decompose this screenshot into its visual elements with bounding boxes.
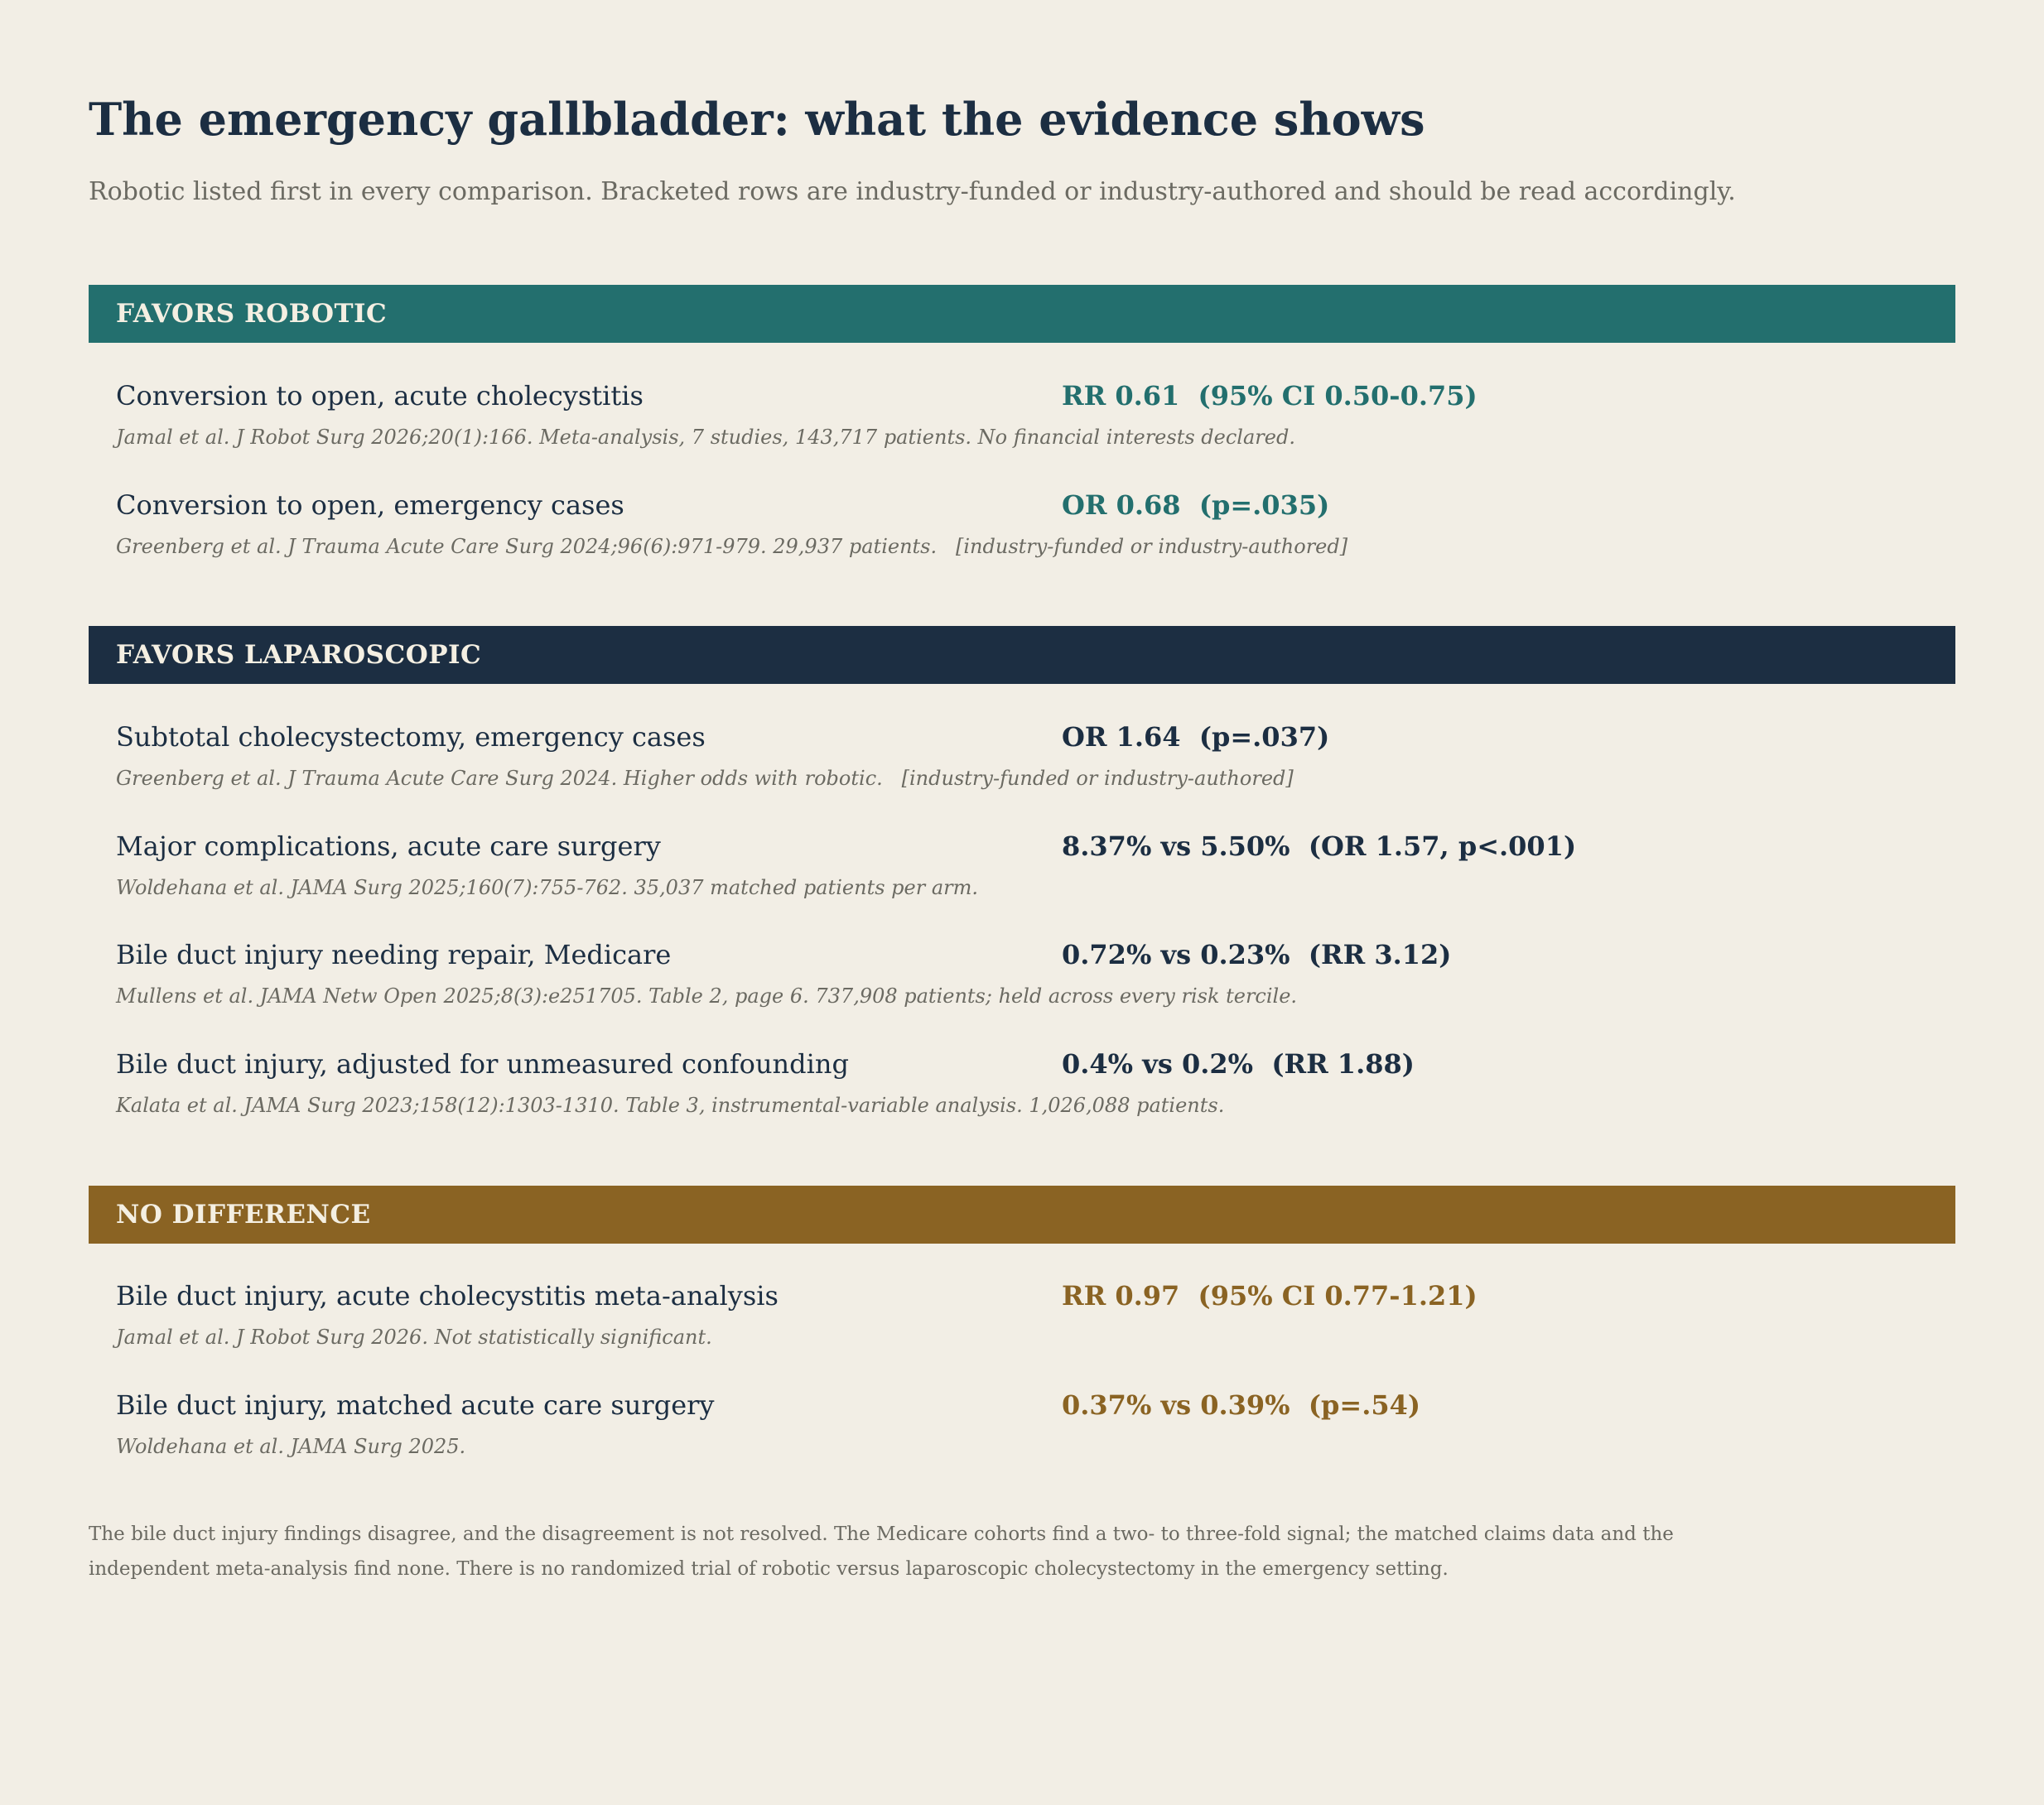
citation-note: Jamal et al. J Robot Surg 2026;20(1):166. Meta-analysis, 7 studies, 143,717 patients. No financial interests declared. <box>116 426 1295 449</box>
effect-estimate: 0.37% vs 0.39% (p=.54) <box>1062 1389 1420 1421</box>
outcome-label: Conversion to open, acute cholecystitis <box>116 380 644 412</box>
outcome-label: Subtotal cholecystectomy, emergency cases <box>116 721 706 753</box>
evidence-row <box>116 1278 1938 1369</box>
citation-note: Mullens et al. JAMA Netw Open 2025;8(3):e251705. Table 2, page 6. 737,908 patients; held across every risk tercile. <box>116 984 1298 1008</box>
outcome-label: Conversion to open, emergency cases <box>116 489 624 521</box>
page-title: The emergency gallbladder: what the evidence shows <box>89 93 1425 146</box>
section-heading: FAVORS LAPAROSCOPIC <box>116 640 482 670</box>
section-header-favors-robotic <box>89 285 1955 343</box>
outcome-label: Bile duct injury, adjusted for unmeasured confounding <box>116 1048 849 1080</box>
outcome-label: Bile duct injury needing repair, Medicare <box>116 939 672 970</box>
outcome-label: Bile duct injury, acute cholecystitis meta-analysis <box>116 1280 779 1312</box>
section-heading: NO DIFFERENCE <box>116 1200 371 1230</box>
effect-estimate: 8.37% vs 5.50% (OR 1.57, p<.001) <box>1062 830 1577 862</box>
effect-estimate: 0.4% vs 0.2% (RR 1.88) <box>1062 1048 1415 1080</box>
citation-note: Jamal et al. J Robot Surg 2026. Not statistically significant. <box>116 1326 712 1349</box>
evidence-row <box>116 719 1938 810</box>
outcome-label: Major complications, acute care surgery <box>116 830 661 862</box>
citation-note: Greenberg et al. J Trauma Acute Care Surg 2024. Higher odds with robotic. [industry-funded or industry-authored] <box>116 767 1294 790</box>
effect-estimate: OR 1.64 (p=.037) <box>1062 721 1330 753</box>
footer-note: The bile duct injury findings disagree, and the disagreement is not resolved. The Medicare cohorts find a two- to three-fold signal; the matched claims data and the independent meta-analysis find none. There is no randomized trial of robotic versus laparoscopic cholecystectomy in the emergency setting. <box>89 1523 1674 1580</box>
citation-note: Woldehana et al. JAMA Surg 2025;160(7):755-762. 35,037 matched patients per arm. <box>116 876 978 899</box>
evidence-row <box>116 487 1938 578</box>
outcome-label: Bile duct injury, matched acute care surgery <box>116 1389 715 1421</box>
citation-note: Woldehana et al. JAMA Surg 2025. <box>116 1435 466 1458</box>
section-header-no-difference <box>89 1186 1955 1244</box>
citation-note: Greenberg et al. J Trauma Acute Care Surg 2024;96(6):971-979. 29,937 patients. [industry-funded or industry-authored] <box>116 535 1348 558</box>
page-subtitle: Robotic listed first in every comparison. Bracketed rows are industry-funded or industry-authored and should be read accordingly. <box>89 177 1736 206</box>
evidence-row <box>116 828 1938 919</box>
effect-estimate: OR 0.68 (p=.035) <box>1062 489 1330 521</box>
effect-estimate: RR 0.61 (95% CI 0.50-0.75) <box>1062 380 1478 412</box>
effect-estimate: 0.72% vs 0.23% (RR 3.12) <box>1062 939 1452 970</box>
evidence-row <box>116 1387 1938 1478</box>
evidence-row <box>116 936 1938 1028</box>
evidence-row <box>116 378 1938 469</box>
section-heading: FAVORS ROBOTIC <box>116 299 388 329</box>
evidence-row <box>116 1046 1938 1137</box>
citation-note: Kalata et al. JAMA Surg 2023;158(12):1303-1310. Table 3, instrumental-variable analysis. 1,026,088 patients. <box>116 1094 1225 1117</box>
effect-estimate: RR 0.97 (95% CI 0.77-1.21) <box>1062 1280 1478 1312</box>
section-header-favors-laparoscopic <box>89 626 1955 684</box>
